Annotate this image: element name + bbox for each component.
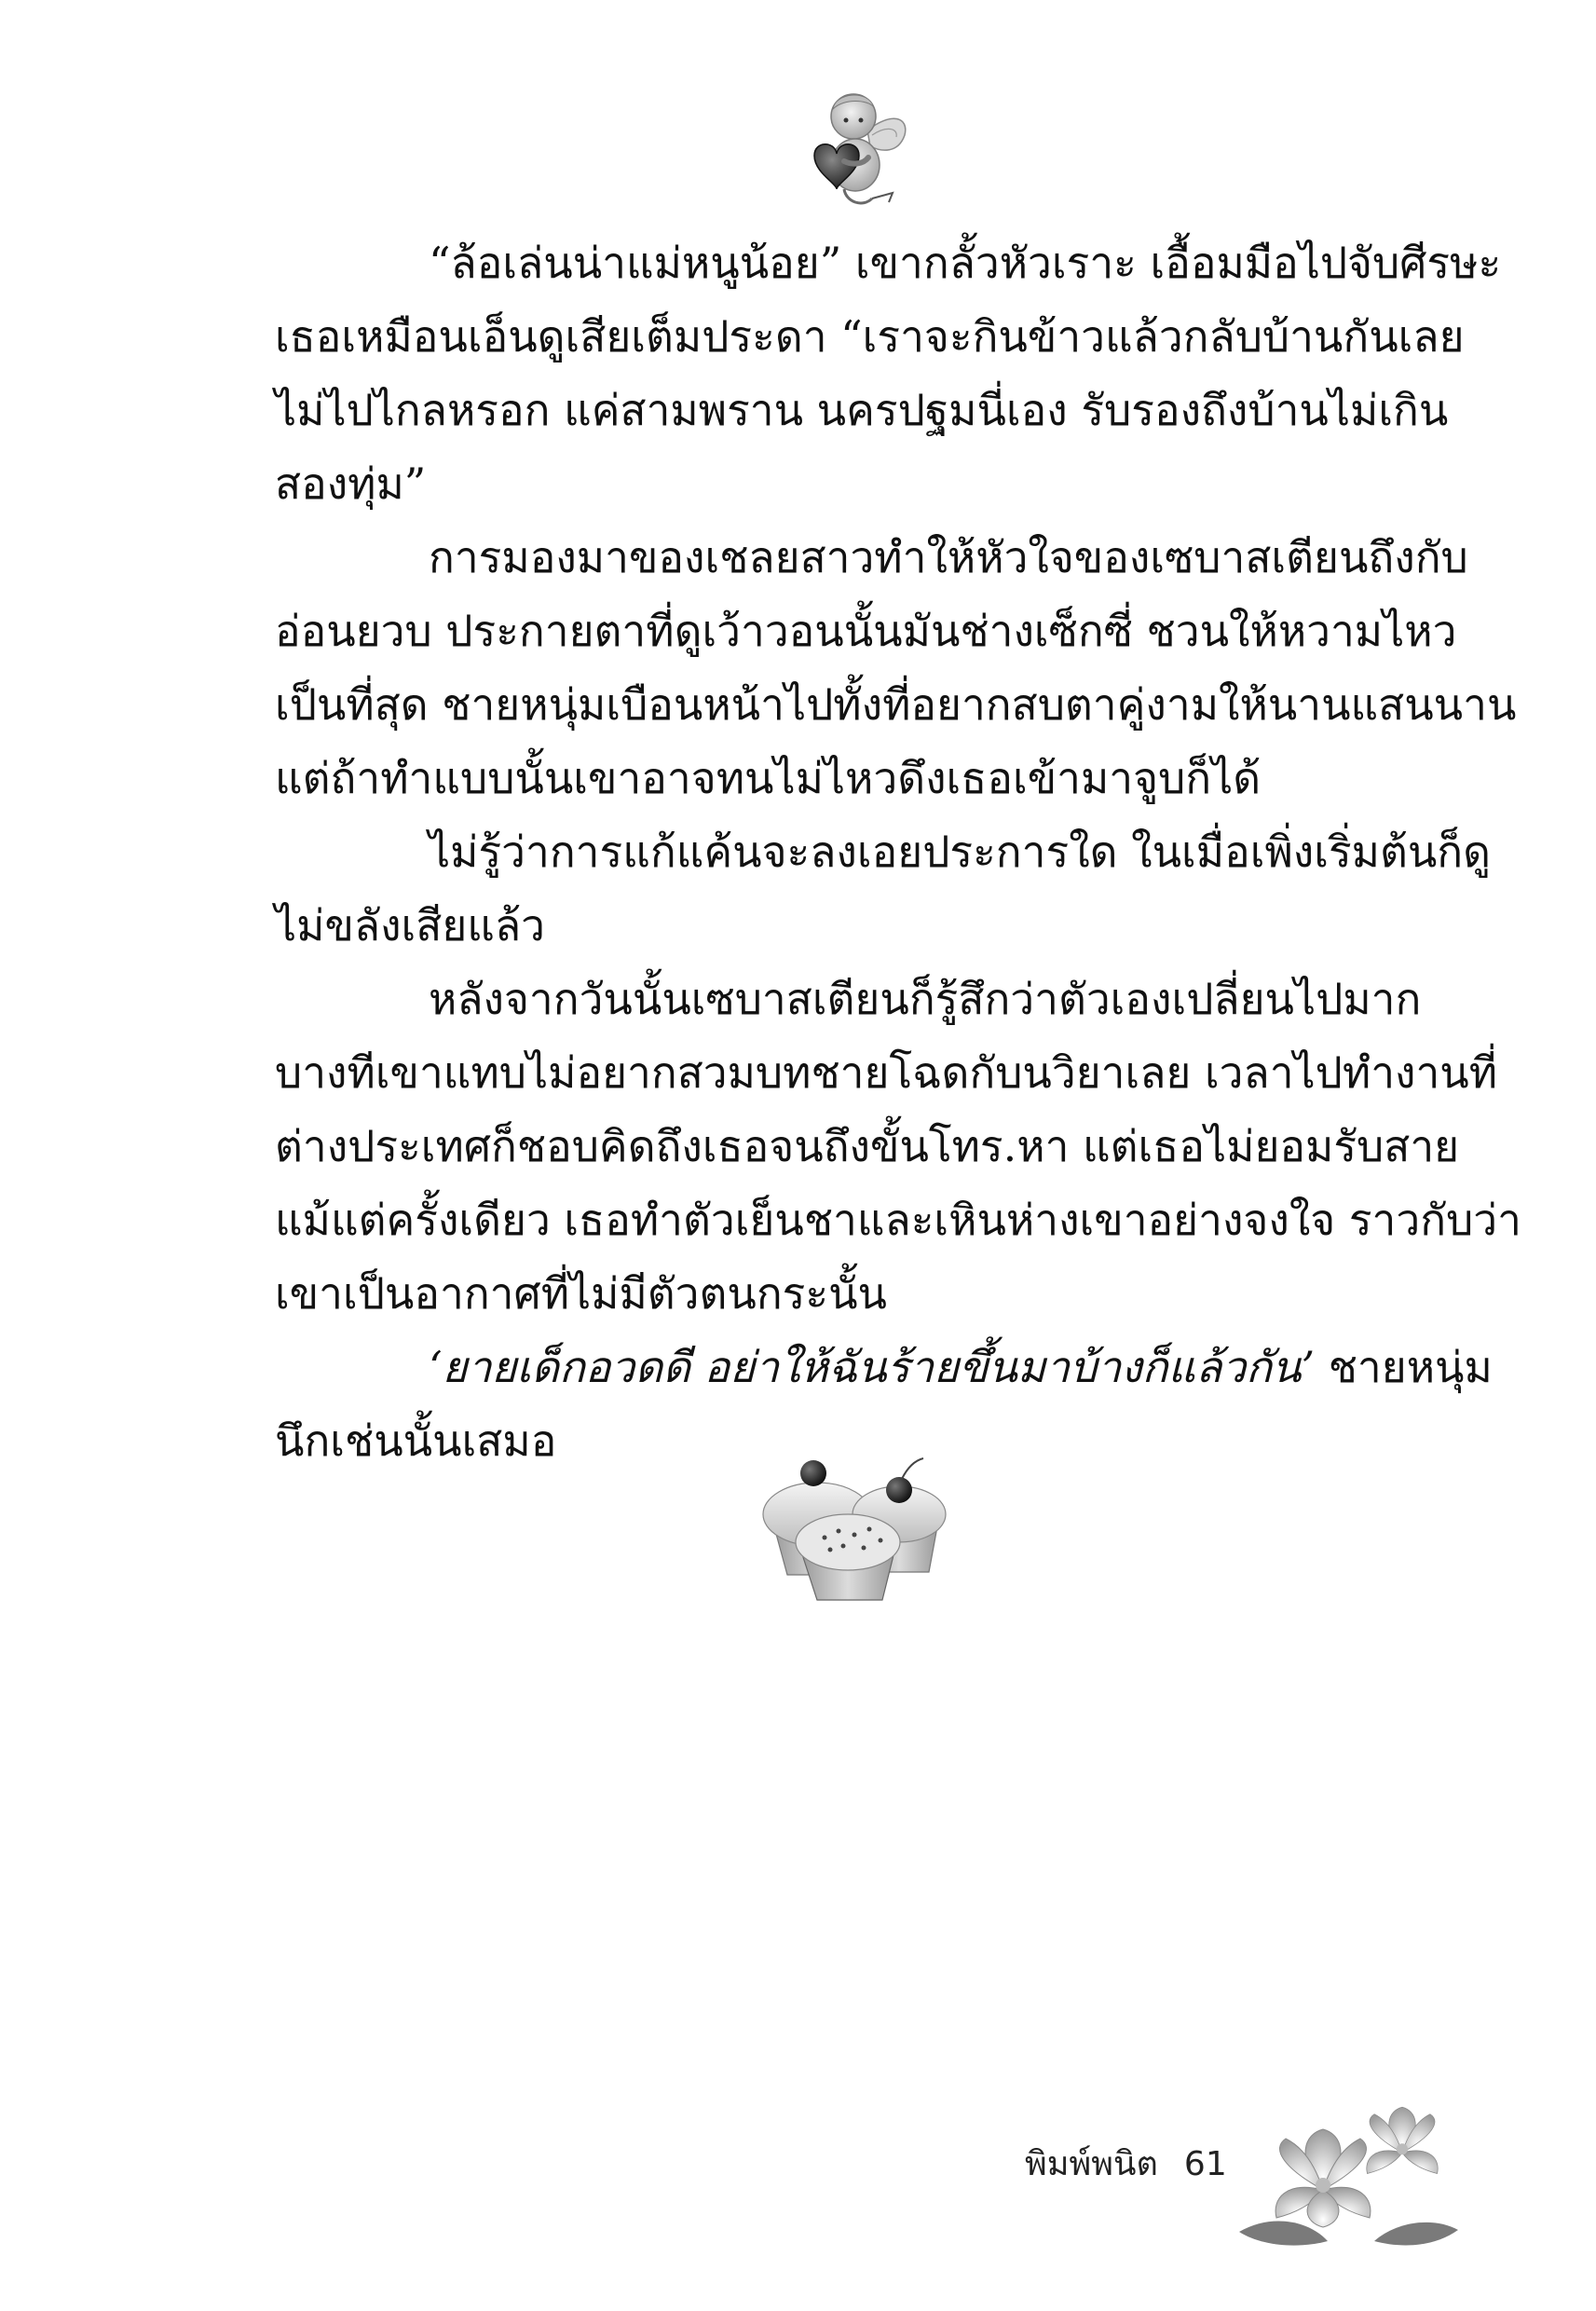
body-text: [275, 226, 1521, 1478]
paragraph: [275, 226, 1502, 521]
text-line: เขาเป็นอากาศที่ไม่มีตัวตนกระนั้น: [275, 1268, 887, 1319]
cupcakes-icon: [750, 1449, 950, 1607]
text-line: แม้แต่ครั้งเดียว เธอทำตัวเย็นชาและเหินห่างเขาอย่างจงใจ ราวกับว่า: [275, 1195, 1521, 1245]
text-line: ไม่ไปไกลหรอก แค่สามพราน นครปฐมนี่เอง รับรองถึงบ้านไม่เกิน: [275, 385, 1449, 435]
paragraph: [275, 815, 1492, 963]
text-line: ไม่ขลังเสียแล้ว: [275, 900, 545, 950]
text-line: เธอเหมือนเอ็นดูเสียเต็มประดา “เราจะกินข้าวแล้วกลับบ้านกันเลย: [275, 311, 1465, 362]
cupid-with-heart-icon: [779, 79, 919, 219]
text-line: ไม่รู้ว่าการแก้แค้นจะลงเอยประการใด ในเมื่อเพิ่งเริ่มต้นก็ดู: [429, 827, 1492, 877]
inner-thought-text: ‘ยายเด็กอวดดี อย่าให้ฉันร้ายขึ้นมาบ้างก็แล้วกัน’: [429, 1342, 1316, 1392]
text-line: ต่างประเทศก็ชอบคิดถึงเธอจนถึงขั้นโทร.หา แต่เธอไม่ยอมรับสาย: [275, 1121, 1460, 1171]
page-footer: [1025, 2137, 1227, 2190]
text-line: นึกเช่นนั้นเสมอ: [275, 1415, 557, 1466]
text-line: หลังจากวันนั้นเซบาสเตียนก็รู้สึกว่าตัวเองเปลี่ยนไปมาก: [429, 974, 1422, 1024]
text-line: สองทุ่ม”: [275, 458, 427, 509]
paragraph: [275, 963, 1521, 1331]
book-title: พิมพ์พนิต: [1025, 2145, 1158, 2183]
text-line: “ล้อเล่นน่าแม่หนูน้อย” เขากลั้วหัวเราะ เอื้อมมือไปจับศีรษะ: [429, 238, 1502, 288]
text-line: เป็นที่สุด ชายหนุ่มเบือนหน้าไปทั้งที่อยากสบตาคู่งามให้นานแสนนาน: [275, 679, 1517, 730]
text-line: แต่ถ้าทำแบบนั้นเขาอาจทนไม่ไหวดึงเธอเข้ามาจูบก็ได้: [275, 753, 1262, 803]
text-line: [275, 1331, 1493, 1404]
text-line: บางทีเขาแทบไม่อยากสวมบทชายโฉดกับนวิยาเลย เวลาไปทำงานที่: [275, 1047, 1498, 1098]
lotus-flowers-icon: [1235, 2101, 1463, 2250]
text-line: การมองมาของเชลยสาวทำให้หัวใจของเซบาสเตียนถึงกับ: [429, 532, 1468, 582]
page-number: 61: [1183, 2145, 1227, 2183]
text-line: อ่อนยวบ ประกายตาที่ดูเว้าวอนนั้นมันช่างเซ็กซี่ ชวนให้หวามไหว: [275, 606, 1457, 656]
text-fragment: ชายหนุ่ม: [1315, 1342, 1493, 1392]
paragraph: [275, 521, 1517, 815]
